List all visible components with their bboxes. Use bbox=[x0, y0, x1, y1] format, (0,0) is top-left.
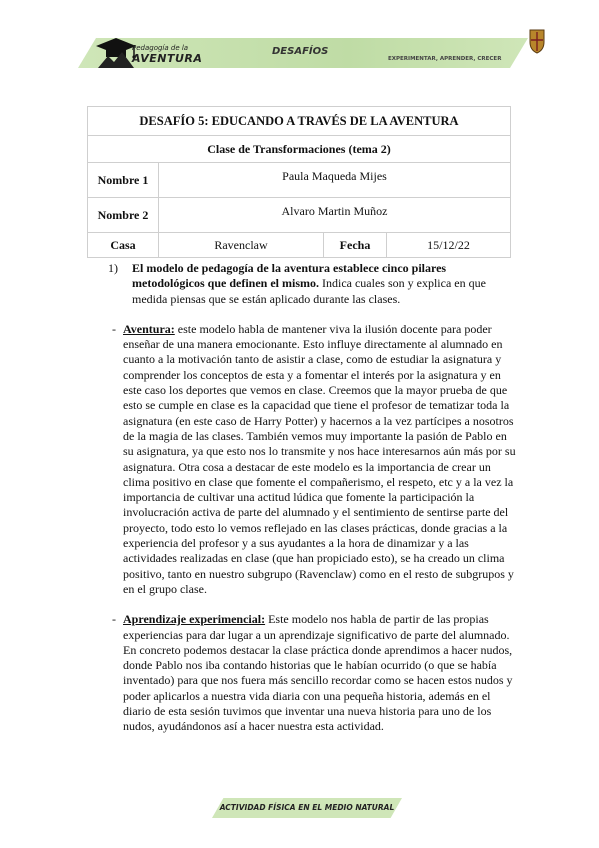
list-dash: - bbox=[112, 321, 116, 336]
house-value: Ravenclaw bbox=[159, 233, 324, 258]
document-body bbox=[108, 261, 518, 735]
date-label: Fecha bbox=[324, 233, 387, 258]
header-title: DESAFÍOS bbox=[272, 46, 329, 57]
brand-subtitle: Pedagogía de la bbox=[132, 44, 189, 52]
house-label: Casa bbox=[88, 233, 159, 258]
pillar-term: Aventura: bbox=[123, 321, 175, 336]
name1-label: Nombre 1 bbox=[88, 163, 159, 198]
list-item bbox=[108, 322, 518, 597]
question-bold-text: El modelo de pedagogía de la aventura establece cinco pilares metodológicos que definen el mismo. bbox=[132, 261, 447, 291]
question-text: Indica cuales son y explica en que medida piensas que se están aplicado durante las clases. bbox=[132, 276, 486, 306]
table-row bbox=[88, 198, 511, 233]
pillar-text: Este modelo nos habla de partir de las propias experiencias para dar lugar a un aprendizaje significativo de parte del alumnado. En concreto podemos destacar la clase práctica donde aprendimos a hacer nudos, donde Pablo nos iba contando historias que le habían ocurrido (o que se había inventado) para que nos fuera más sencillo recordar como se hacen estos nudos y poder aplicarlos a nuestra vida diaria con una pequeña historia, además en el diario de esta sesión tuvimos que inventar una nueva historia para uno de los nudos, ayudándonos así a hacer nuestra esta actividad. bbox=[123, 612, 513, 734]
class-subtitle: Clase de Transformaciones (tema 2) bbox=[88, 136, 511, 163]
list-dash: - bbox=[112, 612, 116, 627]
question-number: 1) bbox=[108, 261, 118, 275]
question-1 bbox=[108, 261, 518, 307]
table-row bbox=[88, 136, 511, 163]
info-table bbox=[87, 106, 511, 258]
table-row bbox=[88, 107, 511, 136]
crest-icon bbox=[528, 28, 546, 54]
list-item bbox=[108, 612, 518, 734]
header-slogan: EXPERIMENTAR, APRENDER, CRECER bbox=[388, 56, 502, 62]
challenge-title: DESAFÍO 5: EDUCANDO A TRAVÉS DE LA AVENTURA bbox=[88, 107, 511, 136]
name1-value: Paula Maqueda Mijes bbox=[159, 163, 511, 198]
footer-text: ACTIVIDAD FÍSICA EN EL MEDIO NATURAL bbox=[219, 803, 395, 812]
pillar-text: este modelo habla de mantener viva la ilusión docente para poder enseñar de una manera emocionante. Esto influye directamente al alumnado en cuanto a la motivación tanto de asistir a clase, como de estudiar la asignatura y comprender los conceptos de esta y a fomentar el interés por la asignatura y en este caso los deportes que vemos en clase. Creemos que la mayor prueba de que esto se cumple en clase es la capacidad que tiene el profesor de tematizar toda la asignatura (en este caso de Harry Potter) y hacernos a la vez partícipes a nosotros de la magia de las clases. También vemos muy importante la pasión de Pablo en su asignatura, ya que esto nos lo transmite y nos hace interesarnos aún más por su asignatura. Otra cosa a destacar de este modelo es la importancia de crear un clima positivo en clase que fomente el compañerismo, el respeto, etc y a la vez la importancia de cultivar una actitud lúdica que fomente la participación la involucración activa de parte del alumnado y el sentimiento de sentirse parte del proyecto, todo esto lo vemos reflejado en las clases prácticas, donde gracias a la experiencia del profesor y a sus ayudantes a la hora de dinamizar y a las actividades realizadas en clase (que han propiciado esto), se ha creado un clima positivo, tanto en nuestro subgrupo (Ravenclaw) como en el resto de subgrupos y en el grupo clase. bbox=[123, 321, 516, 596]
name2-label: Nombre 2 bbox=[88, 198, 159, 233]
brand-name: AVENTURA bbox=[132, 52, 203, 65]
pillar-term: Aprendizaje experimencial: bbox=[123, 612, 266, 627]
table-row bbox=[88, 233, 511, 258]
name2-value: Alvaro Martin Muñoz bbox=[159, 198, 511, 233]
table-row bbox=[88, 163, 511, 198]
date-value: 15/12/22 bbox=[387, 233, 511, 258]
